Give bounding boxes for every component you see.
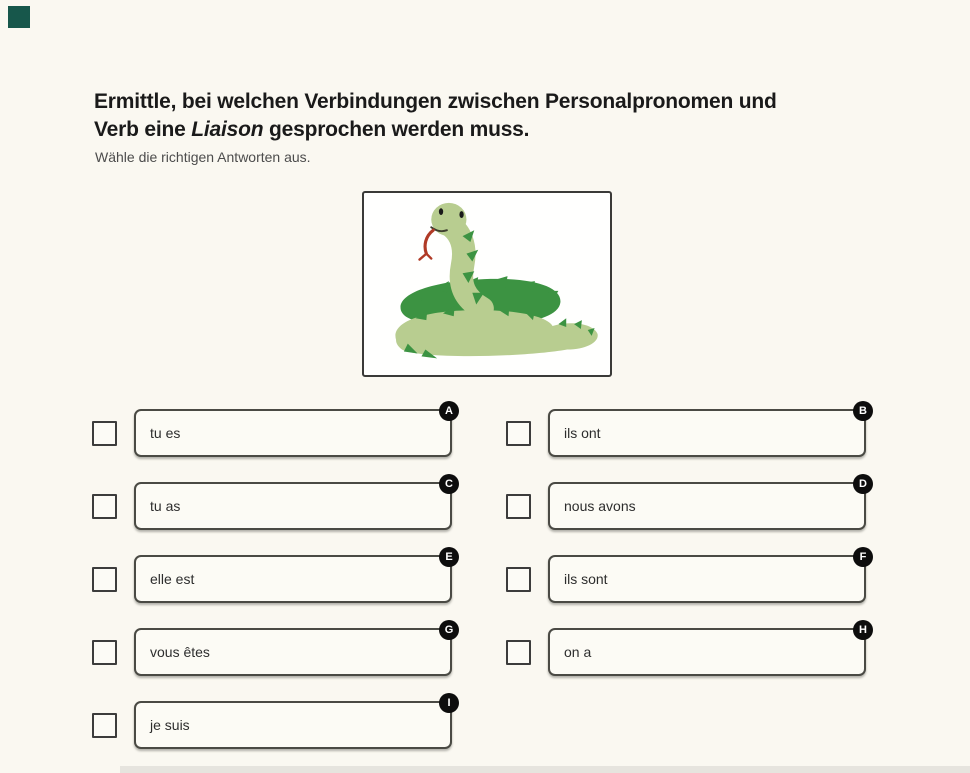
answer-label: tu as [150, 498, 181, 514]
snake-tongue [425, 230, 433, 253]
snake-tongue-fork [420, 254, 432, 260]
answer-label: ils sont [564, 571, 608, 587]
answer-badge-a: A [439, 401, 459, 421]
snake-eye-right [459, 211, 463, 218]
checkbox-f[interactable] [506, 567, 531, 592]
checkbox-d[interactable] [506, 494, 531, 519]
checkbox-c[interactable] [92, 494, 117, 519]
question-title-line2-end: gesprochen werden muss. [263, 118, 530, 141]
question-title-italic-term: Liaison [191, 118, 264, 141]
answer-label: on a [564, 644, 592, 660]
answer-row-a [92, 405, 453, 457]
question-title [94, 88, 889, 144]
answer-badge-c: C [439, 474, 459, 494]
bottom-edge-bar [120, 766, 970, 773]
answer-badge-h: H [853, 620, 873, 640]
checkbox-b[interactable] [506, 421, 531, 446]
answers-column-right [506, 405, 867, 701]
answer-option-a[interactable] [134, 405, 453, 457]
answer-option-i[interactable] [134, 697, 452, 749]
question-instruction: Wähle die richtigen Antworten aus. [95, 149, 311, 165]
answer-label: nous avons [564, 498, 636, 514]
answer-row-f [506, 551, 867, 603]
question-title-line2-start: Verb eine [94, 118, 192, 141]
checkbox-e[interactable] [92, 567, 117, 592]
answer-badge-g: G [439, 620, 459, 640]
answer-option-g[interactable] [134, 624, 454, 676]
answers-column-left [92, 405, 454, 773]
answer-label: vous êtes [150, 644, 210, 660]
answer-badge-b: B [853, 401, 873, 421]
answer-option-b[interactable] [548, 405, 867, 457]
checkbox-i[interactable] [92, 713, 117, 738]
answer-row-i [92, 697, 452, 749]
answer-badge-f: F [853, 547, 873, 567]
answer-row-h [506, 624, 867, 676]
answer-label: ils ont [564, 425, 601, 441]
answer-row-c [92, 478, 453, 530]
answer-option-e[interactable] [134, 551, 453, 603]
answer-row-e [92, 551, 453, 603]
checkbox-g[interactable] [92, 640, 117, 665]
answer-badge-d: D [853, 474, 873, 494]
answer-row-g [92, 624, 454, 676]
answer-option-h[interactable] [548, 624, 867, 676]
answer-row-d [506, 478, 867, 530]
answer-option-f[interactable] [548, 551, 867, 603]
answer-label: tu es [150, 425, 181, 441]
corner-decoration-square [8, 6, 30, 28]
question-title-line1: Ermittle, bei welchen Verbindungen zwischen Personalpronomen und [94, 90, 777, 113]
checkbox-a[interactable] [92, 421, 117, 446]
snake-illustration [366, 195, 608, 373]
answer-label: elle est [150, 571, 195, 587]
answer-label: je suis [150, 717, 190, 733]
snake-eye-left [439, 208, 443, 215]
answer-row-b [506, 405, 867, 457]
answer-badge-i: I [439, 693, 459, 713]
answer-option-d[interactable] [548, 478, 867, 530]
checkbox-h[interactable] [506, 640, 531, 665]
answer-option-c[interactable] [134, 478, 453, 530]
answer-badge-e: E [439, 547, 459, 567]
illustration-frame [362, 191, 612, 377]
